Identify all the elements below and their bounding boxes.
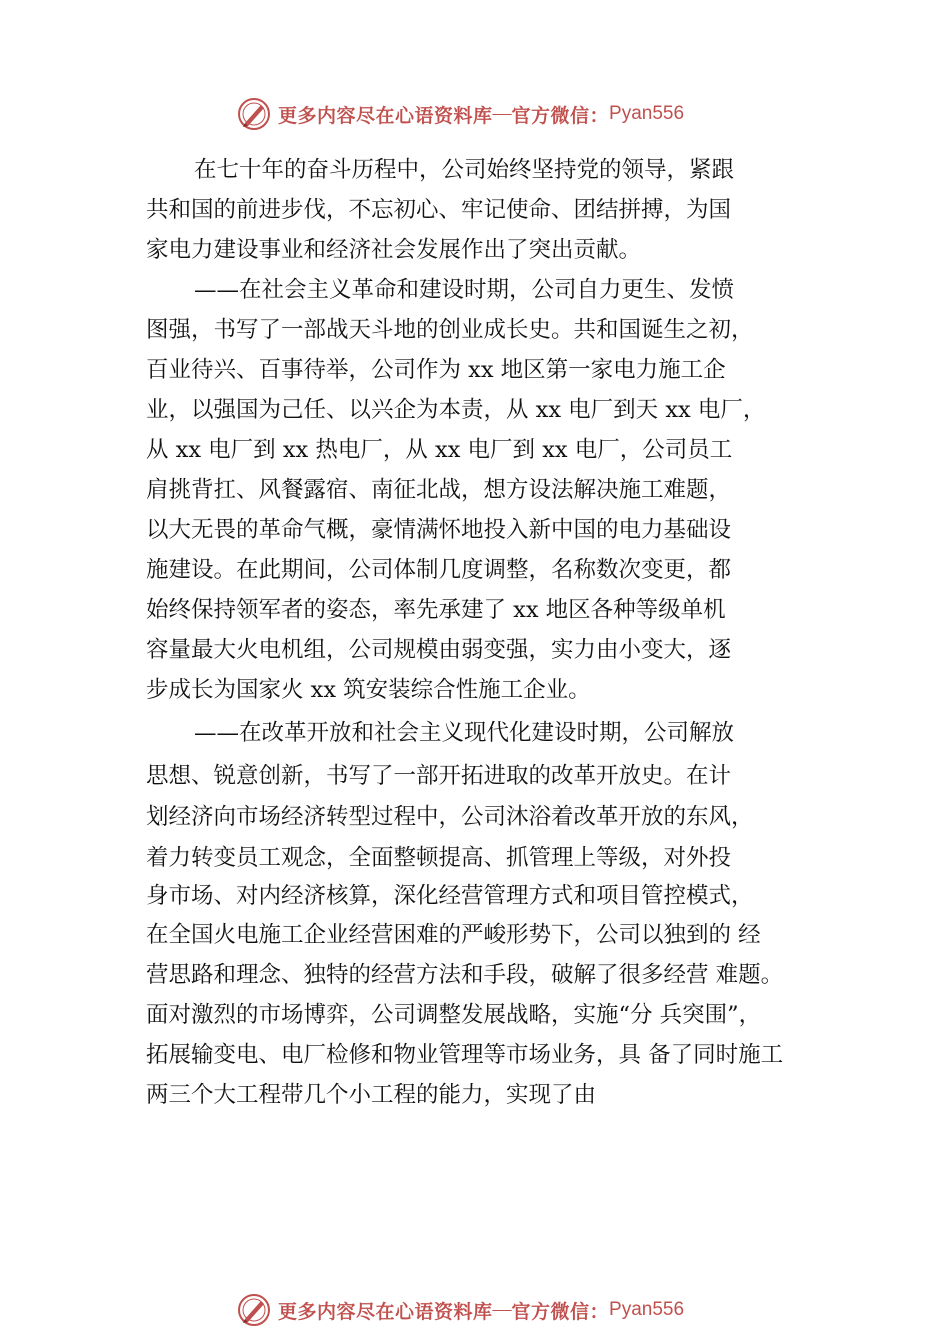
header-watermark xyxy=(236,96,684,132)
text-line: 面对激烈的市场博弈，公司调整发展战略，实施“分 兵突围”， xyxy=(146,1002,762,1028)
watermark-cn-text: 更多内容尽在心语资料库 xyxy=(278,1300,493,1323)
text-line: 施建设。在此期间，公司体制几度调整，名称数次变更，都 xyxy=(146,557,732,583)
text-line: 百业待兴、百事待举，公司作为 xx 地区第一家电力施工企 xyxy=(146,357,726,383)
watermark-id: Pyan556 xyxy=(609,1299,685,1320)
watermark-dash: — xyxy=(492,103,512,124)
watermark-label: 官方微信： xyxy=(511,1300,610,1323)
watermark-dash: — xyxy=(492,1299,512,1320)
text-line: ——在社会主义革命和建设时期，公司自力更生、发愤 xyxy=(194,277,735,303)
text-line: 肩挑背扛、风餐露宿、南征北战，想方设法解决施工难题， xyxy=(146,477,732,503)
watermark-cn-text: 更多内容尽在心语资料库 xyxy=(278,104,493,127)
text-line: 从 xx 电厂到 xx 热电厂，从 xx 电厂到 xx 电厂，公司员工 xyxy=(146,437,733,463)
text-line: 思想、锐意创新，书写了一部开拓进取的改革开放史。在计 xyxy=(146,763,732,789)
text-line: 图强，书写了一部战天斗地的创业成长史。共和国诞生之初， xyxy=(146,317,754,343)
pen-logo-icon xyxy=(236,96,272,132)
text-line: 拓展输变电、电厂检修和物业管理等市场业务，具 备了同时施工 xyxy=(146,1042,784,1068)
text-line: 两三个大工程带几个小工程的能力，实现了由 xyxy=(146,1082,597,1108)
text-line: 以大无畏的革命气概，豪情满怀地投入新中国的电力基础设 xyxy=(146,517,732,543)
text-line: 容量最大火电机组，公司规模由弱变强，实力由小变大，逐 xyxy=(146,637,732,663)
text-line: 在七十年的奋斗历程中，公司始终坚持党的领导，紧跟 xyxy=(194,157,735,183)
watermark-id: Pyan556 xyxy=(609,103,685,124)
text-line: 营思路和理念、独特的经营方法和手段，破解了很多经营 难题。 xyxy=(146,962,784,988)
text-line: 业，以强国为己任、以兴企为本责，从 xx 电厂到天 xx 电厂， xyxy=(146,397,766,423)
text-line: 始终保持领军者的姿态，率先承建了 xx 地区各种等级单机 xyxy=(146,597,726,623)
text-line: 步成长为国家火 xx 筑安装综合性施工企业。 xyxy=(146,677,591,703)
text-line: 着力转变员工观念，全面整顿提高、抓管理上等级，对外投 xyxy=(146,845,732,871)
text-line: 共和国的前进步伐，不忘初心、牢记使命、团结拼搏，为国 xyxy=(146,197,732,223)
text-line: 家电力建设事业和经济社会发展作出了突出贡献。 xyxy=(146,237,642,263)
text-line: 划经济向市场经济转型过程中，公司沐浴着改革开放的东风， xyxy=(146,804,754,830)
footer-watermark xyxy=(236,1292,684,1328)
text-line: 在全国火电施工企业经营困难的严峻形势下，公司以独到的 经 xyxy=(146,922,761,948)
text-line: 身市场、对内经济核算，深化经营管理方式和项目管控模式， xyxy=(146,883,754,909)
watermark-label: 官方微信： xyxy=(511,104,610,127)
text-line: ——在改革开放和社会主义现代化建设时期，公司解放 xyxy=(194,720,735,746)
pen-logo-icon xyxy=(236,1292,272,1328)
